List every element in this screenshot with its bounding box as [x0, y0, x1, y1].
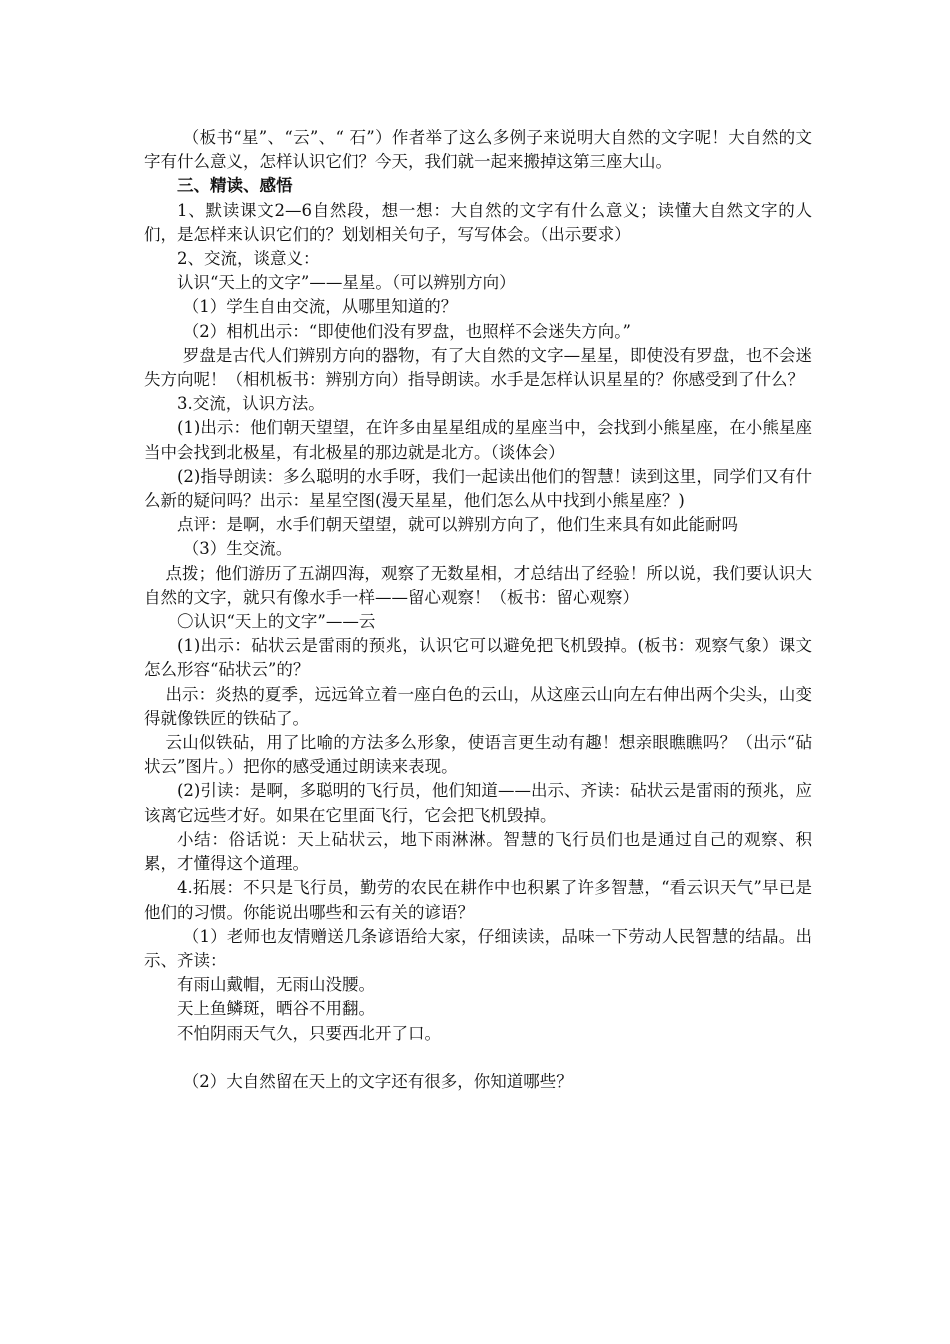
paragraph-intro: （板书“星”、“云”、“ 石”）作者举了这么多例子来说明大自然的文字呢！大自然的文字有什么意义，怎样认识它们？今天，我们就一起来搬掉这第三座大山。 [144, 128, 812, 172]
paragraph-comment: 点评：是啊，水手们朝天望望，就可以辨别方向了，他们生来具有如此能耐吗 [177, 515, 738, 535]
paragraph-item-3: （3）生交流。 [182, 539, 293, 559]
paragraph-cloud-read: (2)引读：是啊，多聪明的飞行员，他们知道——出示、齐读：砧状云是雷雨的预兆，应该离它远些才好。如果在它里面飞行，它会把飞机毁掉。 [144, 781, 812, 825]
proverb-2: 天上鱼鳞斑，晒谷不用翻。 [177, 999, 375, 1019]
proverb-1: 有雨山戴帽，无雨山没腰。 [177, 975, 375, 995]
paragraph-cloud-heading: 〇认识“天上的文字”——云 [177, 612, 376, 632]
paragraph-item-2: （2）相机出示：“即使他们没有罗盘，也照样不会迷失方向。” [182, 321, 631, 341]
paragraph-compass: 罗盘是古代人们辨别方向的器物，有了大自然的文字—星星，即使没有罗盘，也不会迷失方向呢！（相机板书：辨别方向）指导朗读。水手是怎样认识星星的？你感受到了什么？ [144, 345, 812, 390]
paragraph-proverbs-intro: （1）老师也友情赠送几条谚语给大家，仔细读读，品味一下劳动人民智慧的结晶。出示、齐读： [144, 926, 812, 970]
paragraph-cloud-desc: 出示：炎热的夏季，远远耸立着一座白色的云山，从这座云山向左右伸出两个尖头，山变得就像铁匠的铁砧了。 [144, 684, 812, 728]
section-heading: 三、精读、感悟 [177, 176, 293, 196]
paragraph-read-guide: (2)指导朗读：多么聪明的水手呀，我们一起读出他们的智慧！读到这里，同学们又有什么新的疑问吗？出示：星星空图(漫天星星，他们怎么从中找到小熊星座？) [144, 466, 812, 511]
paragraph-step-2: 2、交流，谈意义： [177, 249, 320, 269]
paragraph-step-1: 1、默读课文2—6自然段，想一想：大自然的文字有什么意义；读懂大自然文字的人们，是怎样来认识它们的？划划相关句子，写写体会。（出示要求） [144, 200, 812, 244]
paragraph-summary: 小结：俗话说：天上砧状云，地下雨淋淋。智慧的飞行员们也是通过自己的观察、积累，才懂得这个道理。 [144, 829, 812, 874]
paragraph-extend: 4.拓展：不只是飞行员，勤劳的农民在耕作中也积累了许多智慧，“看云识天气”早已是他们的习惯。你能说出哪些和云有关的谚语？ [144, 878, 812, 922]
paragraph-step-3: 3.交流，认识方法。 [177, 394, 325, 414]
paragraph-show-1: (1)出示：他们朝天望望，在许多由星星组成的星座当中，会找到小熊星座，在小熊星座当中会找到北极星，有北极星的那边就是北方。（谈体会） [144, 418, 812, 462]
blank-line [144, 1046, 812, 1070]
paragraph-item-1: （1）学生自由交流，从哪里知道的？ [182, 297, 458, 317]
paragraph-cloud-show: (1)出示：砧状云是雷雨的预兆，认识它可以避免把飞机毁掉。(板书：观察气象）课文怎么形容“砧状云”的？ [144, 636, 812, 680]
proverb-3: 不怕阴雨天气久，只要西北开了口。 [177, 1023, 441, 1043]
paragraph-tip: 点拨；他们游历了五湖四海，观察了无数星相，才总结出了经验！所以说，我们要认识大自然的文字，就只有像水手一样——留心观察！（板书：留心观察） [144, 563, 812, 607]
paragraph-cloud-metaphor: 云山似铁砧，用了比喻的方法多么形象，使语言更生动有趣！想亲眼瞧瞧吗？（出示“砧状云”图片。）把你的感受通过朗读来表现。 [144, 733, 812, 777]
paragraph-stars-heading: 认识“天上的文字”——星星。（可以辨别方向） [177, 273, 516, 293]
document-body [144, 126, 812, 1094]
paragraph-question: （2）大自然留在天上的文字还有很多，你知道哪些？ [182, 1071, 573, 1091]
